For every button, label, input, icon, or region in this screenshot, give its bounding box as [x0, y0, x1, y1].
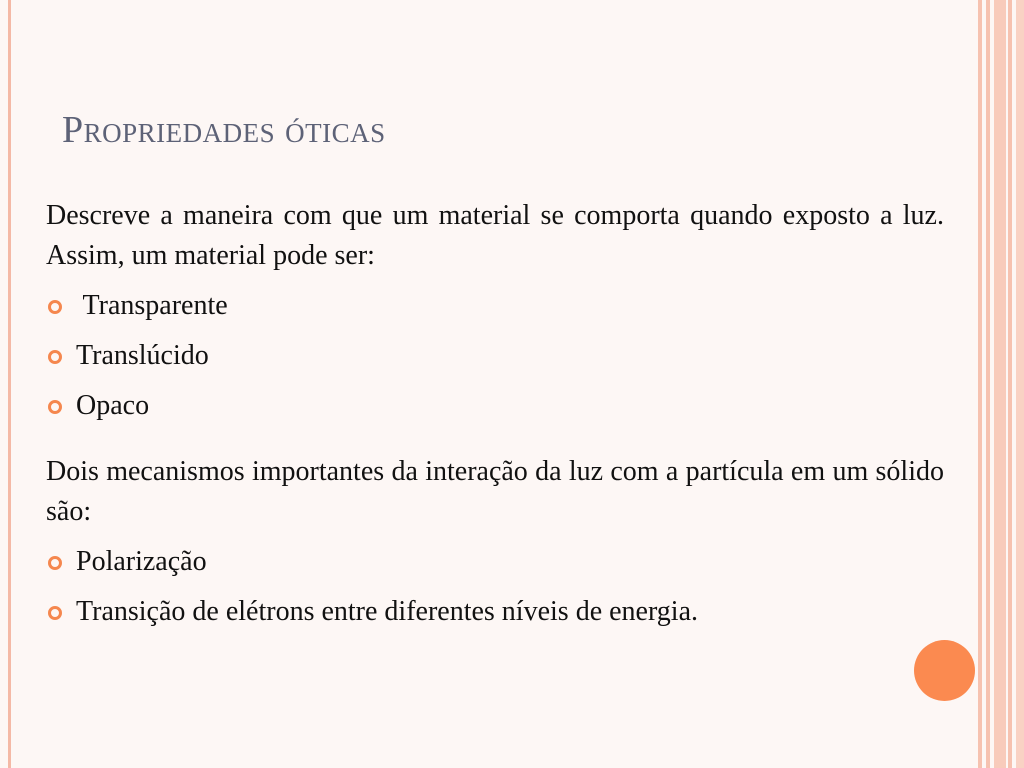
decorative-orange-circle	[914, 640, 975, 701]
right-stripe	[978, 0, 982, 768]
bullet-circle-icon	[48, 350, 62, 364]
list-item	[46, 592, 944, 632]
list-item	[46, 542, 944, 582]
bullet-circle-icon	[48, 400, 62, 414]
right-stripe	[1008, 0, 1012, 768]
list-item-text: Transparente	[76, 290, 228, 321]
slide-content	[46, 196, 944, 632]
right-stripe	[1016, 0, 1024, 768]
list-item-text: Polarização	[76, 546, 207, 577]
bullet-circle-icon	[48, 606, 62, 620]
list-item-text: Translúcido	[76, 340, 209, 371]
list-item-text: Opaco	[76, 390, 150, 421]
right-stripe	[986, 0, 990, 768]
right-stripe	[994, 0, 1006, 768]
bullet-circle-icon	[48, 300, 62, 314]
left-border-line	[8, 0, 11, 768]
bullet-circle-icon	[48, 556, 62, 570]
list-item	[46, 286, 944, 326]
intro-paragraph: Descreve a maneira com que um material se comporta quando exposto a luz. Assim, um material pode ser:	[46, 200, 944, 271]
second-paragraph: Dois mecanismos importantes da interação da luz com a partícula em um sólido são:	[46, 456, 944, 527]
list-item	[46, 336, 944, 376]
slide-title: Propriedades óticas	[62, 109, 386, 151]
list-item	[46, 386, 944, 426]
list-item-text: Transição de elétrons entre diferentes níveis de energia.	[76, 596, 699, 627]
